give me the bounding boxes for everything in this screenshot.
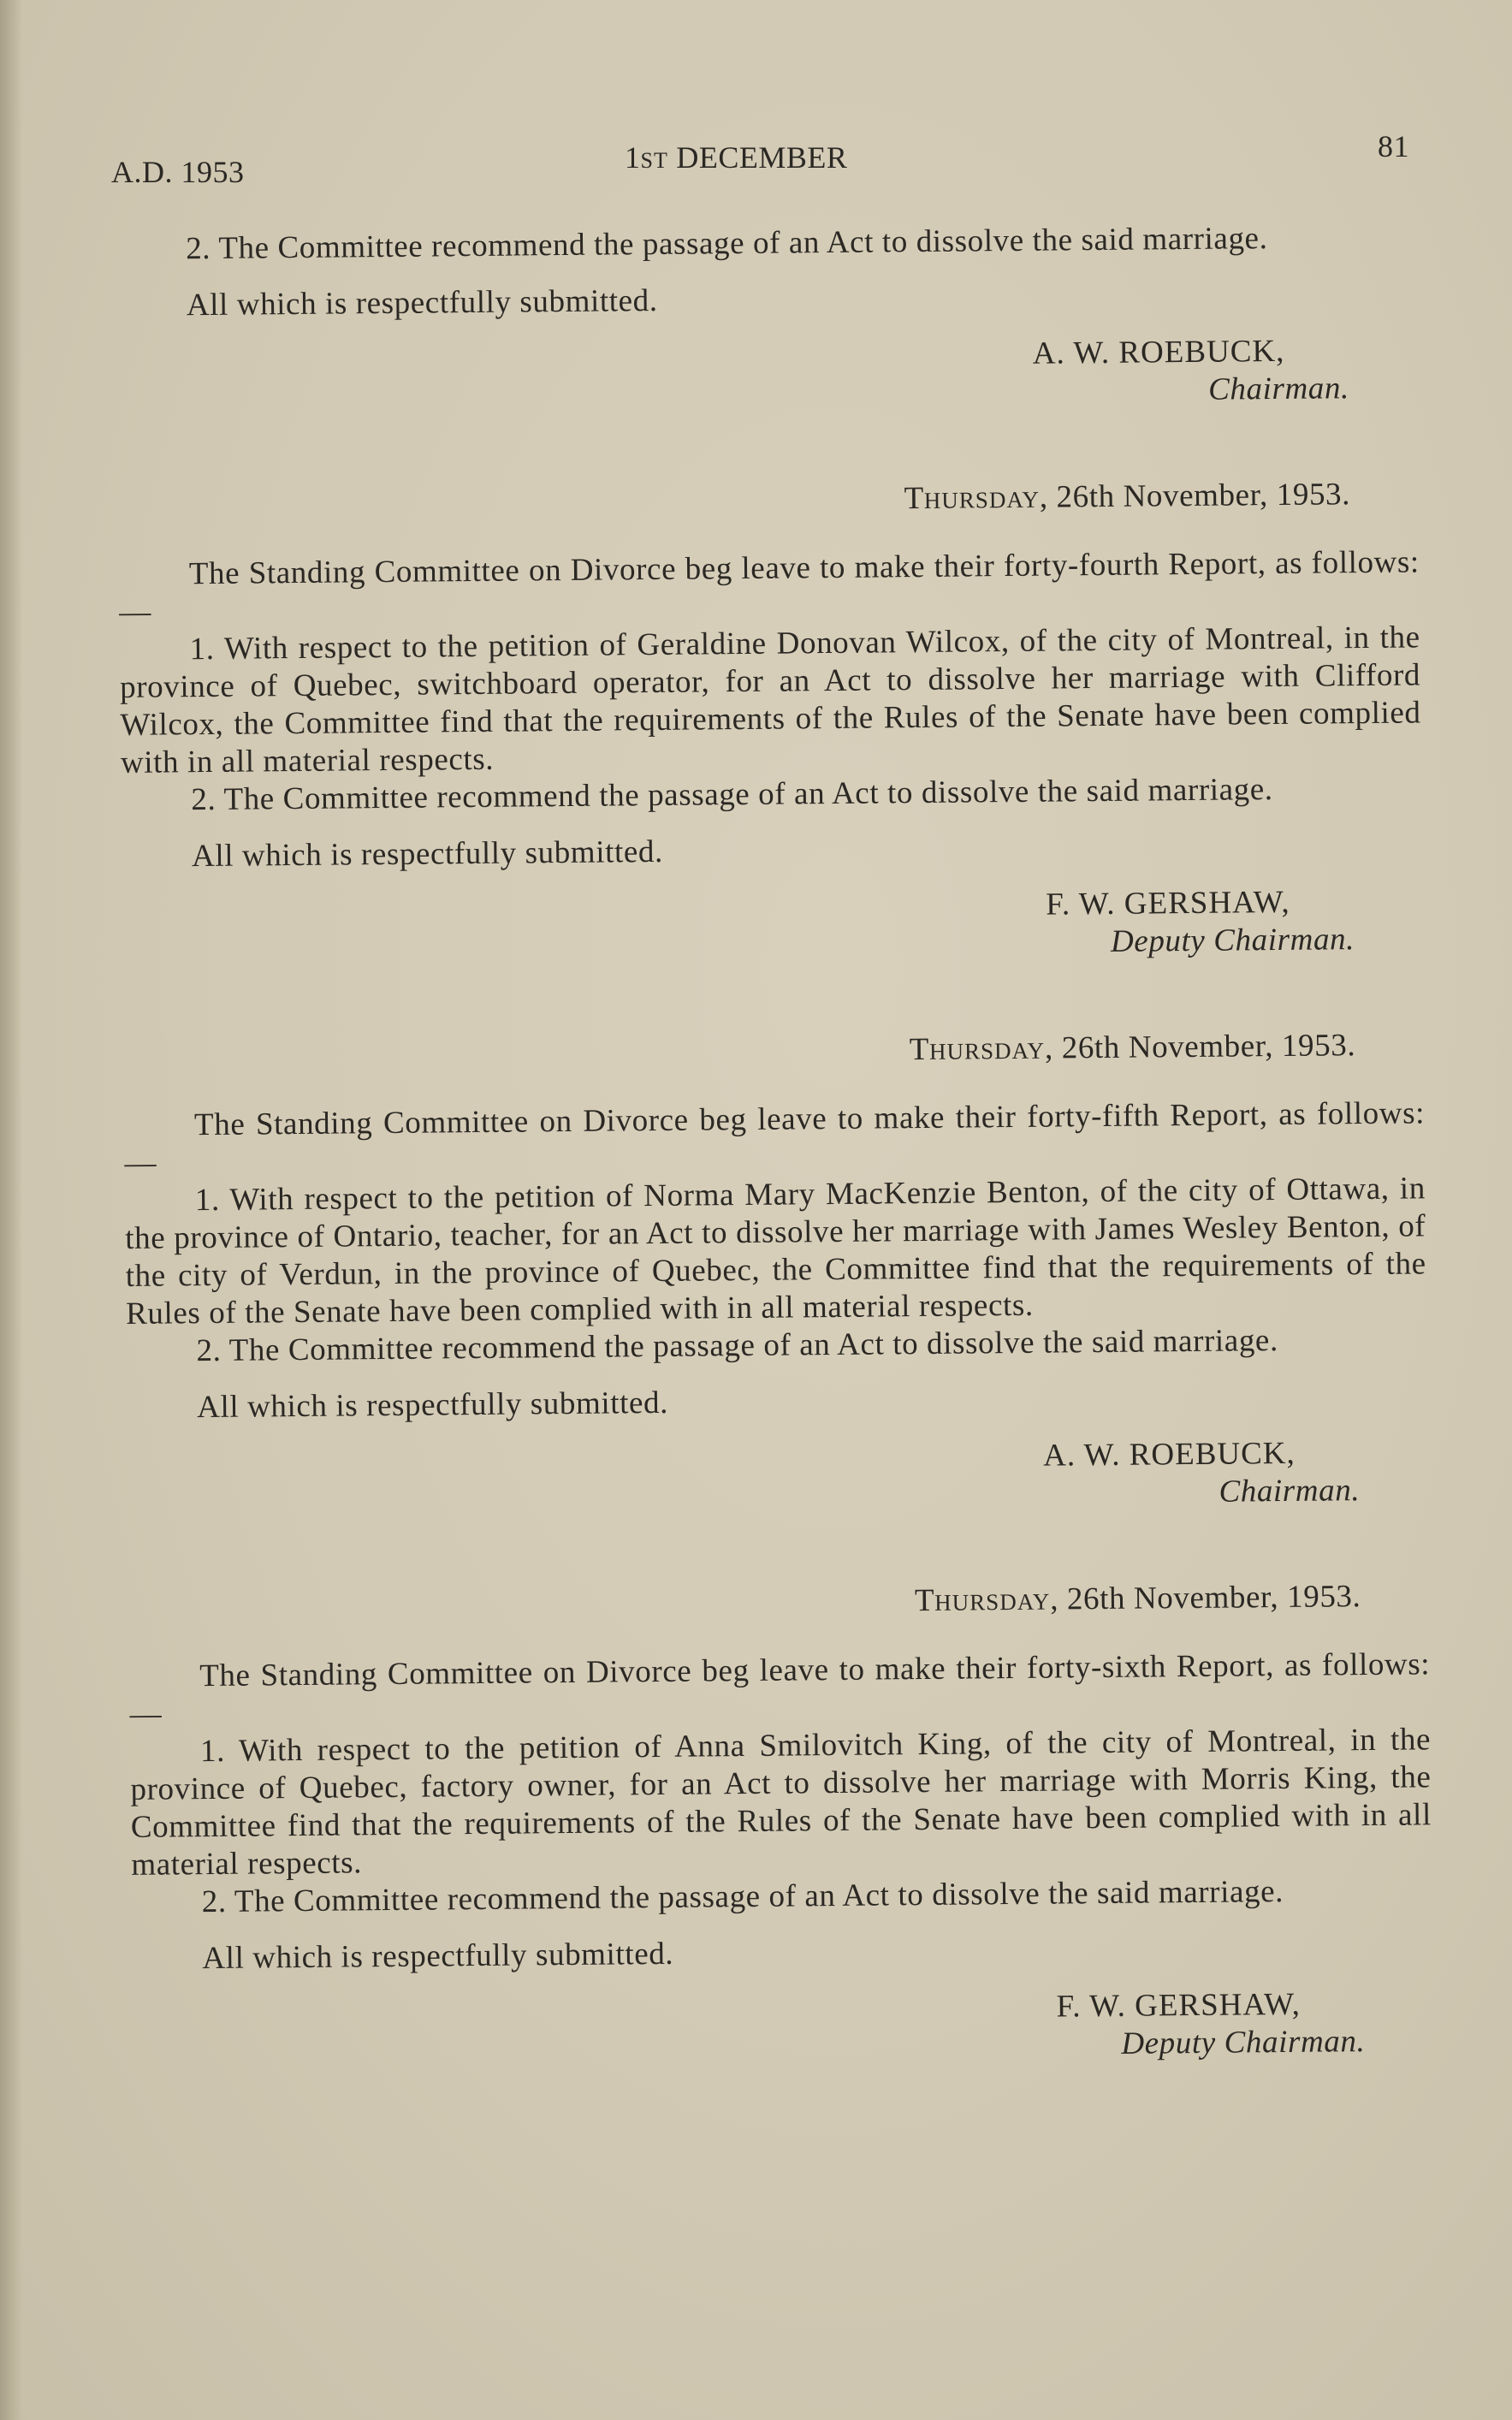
report-4-submitted: All which is respectfully submitted. xyxy=(202,1936,674,1977)
header-year: A.D. 1953 xyxy=(111,155,245,189)
document-body xyxy=(116,218,1434,2072)
report-2-item-1: 1. With respect to the petition of Geraldine Donovan Wilcox, of the city of Montreal, in the province of Quebec, switchboard operator, for an Act to dissolve her marriage with Clifford Wilcox, the Committee find that the requirements of the Rules of the Senate have been complied with in all material respects. xyxy=(119,620,1421,780)
report-section-3 xyxy=(123,1026,1428,1521)
report-section-2 xyxy=(118,475,1423,970)
report-section-4 xyxy=(128,1577,1433,2073)
report-1-signer-title: Chairman. xyxy=(1207,371,1350,407)
header-day-number: 1 xyxy=(625,140,641,175)
report-2-signer-title: Deputy Chairman. xyxy=(1110,922,1355,959)
report-4-date: THURSDAY, 26th November, 1953. xyxy=(914,1579,1361,1619)
report-1-signer: A. W. ROEBUCK, xyxy=(1032,333,1285,371)
header-date xyxy=(625,139,847,175)
report-4-item-1: 1. With respect to the petition of Anna Smilovitch King, of the city of Montreal, in the province of Quebec, factory owner, for an Act to dissolve her marriage with Morris King, the Committee find that the requirements of the Rules of the Senate have been complied with in all material respects. xyxy=(130,1722,1432,1883)
report-2-submitted: All which is respectfully submitted. xyxy=(191,833,664,875)
report-1-submitted: All which is respectfully submitted. xyxy=(186,282,658,323)
report-section-1 xyxy=(116,218,1418,419)
page-header xyxy=(111,129,1409,189)
report-4-item-2: 2. The Committee recommend the passage of an Act to dissolve the said marriage. xyxy=(201,1873,1284,1920)
report-2-intro: The Standing Committee on Divorce beg leave to make their forty-fourth Report, as follows:— xyxy=(119,544,1420,630)
report-4-signer-title: Deputy Chairman. xyxy=(1121,2024,1366,2061)
report-2-date: THURSDAY, 26th November, 1953. xyxy=(904,477,1351,517)
report-4-intro: The Standing Committee on Divorce beg leave to make their forty-sixth Report, as follows:— xyxy=(129,1646,1431,1732)
report-3-intro: The Standing Committee on Divorce beg leave to make their forty-fifth Report, as follows:— xyxy=(124,1095,1426,1181)
report-3-item-1: 1. With respect to the petition of Norma Mary MacKenzie Benton, of the city of Ottawa, in the province of Ontario, teacher, for an Act to dissolve her marriage with James Wesley Benton, of the city of Verdun, in the province of Quebec, the Committee find that the requirements of the Rules of the Senate have been complied with in all material respects. xyxy=(125,1171,1426,1332)
header-month: DECEMBER xyxy=(676,140,848,175)
report-2-item-2: 2. The Committee recommend the passage of an Act to dissolve the said marriage. xyxy=(191,772,1273,818)
report-1-item-2: 2. The Committee recommend the passage of an Act to dissolve the said marriage. xyxy=(186,221,1268,267)
page-number: 81 xyxy=(1378,129,1409,163)
report-2-signer: F. W. GERSHAW, xyxy=(1046,884,1290,922)
report-3-item-2: 2. The Committee recommend the passage of an Act to dissolve the said marriage. xyxy=(196,1323,1279,1369)
header-day-suffix: ST xyxy=(640,148,668,173)
report-3-signer-title: Chairman. xyxy=(1218,1473,1361,1510)
report-3-submitted: All which is respectfully submitted. xyxy=(197,1385,669,1426)
report-4-signer: F. W. GERSHAW, xyxy=(1056,1986,1302,2025)
report-3-signer: A. W. ROEBUCK, xyxy=(1042,1435,1296,1474)
report-3-date: THURSDAY, 26th November, 1953. xyxy=(909,1028,1356,1068)
